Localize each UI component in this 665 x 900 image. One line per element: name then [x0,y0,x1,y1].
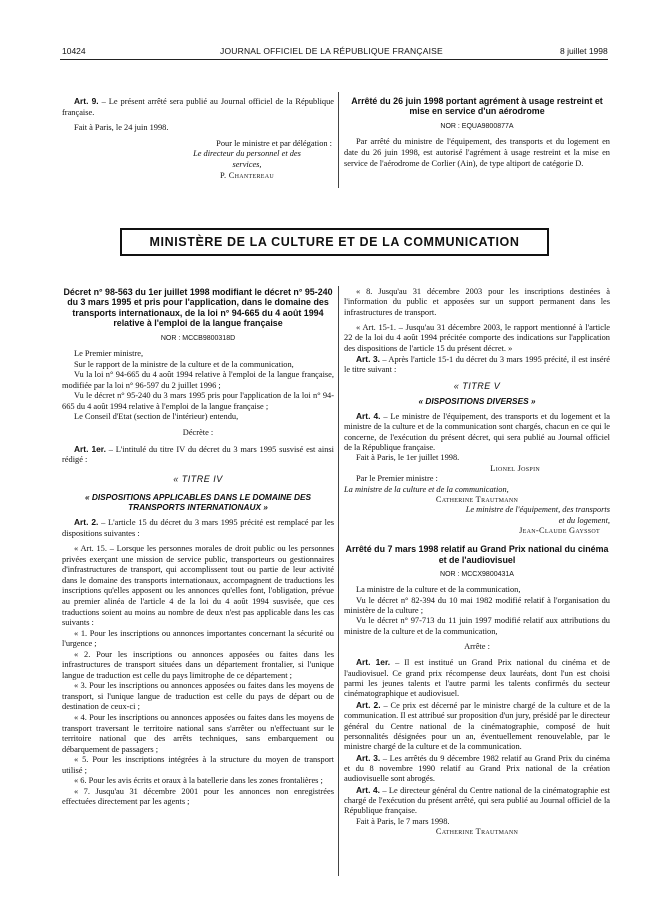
top-column-rule [338,92,339,188]
par-premier-ministre: Par le Premier ministre : [356,474,438,484]
arrete-grand-prix-nor: NOR : MCCX9800431A [440,571,514,579]
decree-nor: NOR : MCCB9800318D [160,334,236,342]
list-item-4: « 4. Pour les inscriptions ou annonces apposées ou faites dans les moyens de transport traversant le territoire national sans s'arrêter ou n'effectuant sur le territoire national que des arrêts techniques, sans embarquement ou débarquement de passagers ; [62,713,334,754]
header-rule [60,59,608,60]
signature: P. Chantereau [219,170,275,180]
conseil-etat: Le Conseil d'Etat (section de l'intérieur) entendu, [74,412,239,422]
list-item-7: « 7. Jusqu'au 31 décembre 2001 pour les annonces non enregistrées effectuées directement par les agents ; [62,786,334,807]
arrete-aerodrome-body: Par arrêté du ministre de l'équipement, des transports et du logement en date du 26 juin 1998, est autorisé l'agrément à usage restreint et la mise en service de l'aérodrome de Corlier (Ain), de type altiport de catégorie D. [344,137,610,168]
decree-article-4: Art. 4. – Le ministre de l'équipement, des transports et du logement et la ministre de la culture et de la communication sont chargés, chacun en ce qui le concerne, de l'exécution du présent décret, qui sera publié au Journal officiel de la République française. [344,411,610,453]
decrete: Décrète : [182,428,214,437]
titre-iv: « TITRE IV [173,473,223,484]
signature-jospin: Lionel Jospin [490,463,540,473]
top-left-block [62,96,334,181]
arrete-article-2: Art. 2. – Ce prix est décerné par le ministre chargé de la culture et de la communication. Il est attribué sur proposition d'un jury, présidé par le directeur général du Centre national de la cinématographie, composé de huit personnalités désignées pour un an, éventuellement renouvelable, par le ministre chargé de la culture et de la communication. [344,699,610,752]
decree-article-1: Art. 1er. – L'intitulé du titre IV du décret du 3 mars 1995 susvisé est ainsi rédigé : [62,443,334,465]
ministry-heading: MINISTÈRE DE LA CULTURE ET DE LA COMMUNICATION [120,228,549,256]
signature-trautmann: Catherine Trautmann [435,494,519,504]
arrete-fait: Fait à Paris, le 7 mars 1998. [356,816,450,826]
delegation-line: Pour le ministre et par délégation : [216,138,332,148]
decree-left-column [62,287,334,808]
list-item-3: « 3. Pour les inscriptions ou annonces apposées ou faites dans les moyens de transport, si l'unique langue de traduction est celle du pays de départ ou de destination de ceux-ci ; [62,681,334,712]
nor-code: NOR : EQUA9800877A [440,122,514,130]
main-column-rule [338,286,339,876]
arrete-article-3: Art. 3. – Les arrêtés du 9 décembre 1982 relatif au Grand Prix du cinéma et du 8 novembre 1990 relatif au Grand Prix national de la création audiovisuelle sont abrogés. [344,752,610,784]
decree-title: Décret n° 98-563 du 1er juillet 1998 modifiant le décret n° 95-240 du 3 mars 1995 et pris pour l'application, dans le domaine des transports internationaux, de la loi n° 94-665 du 4 août 1994 relative à l'emploi de la langue française [63,287,333,329]
arrete-article-4: Art. 4. – Le directeur général du Centre national de la cinématographie est chargé de l'exécution du présent arrêté, qui sera publié au Journal officiel de la République française. [344,784,610,816]
list-item-1: « 1. Pour les inscriptions ou annonces importantes concernant la sécurité ou l'urgence ; [62,628,334,649]
ministre-culture-title: La ministre de la culture et de la communication, [344,484,509,494]
decree-article-3: Art. 3. – Après l'article 15-1 du décret du 3 mars 1995 précité, il est inséré le titre suivant : [344,354,610,375]
titre-v-heading: « DISPOSITIONS DIVERSES » [418,396,536,407]
visa-rapport: Sur le rapport de la ministre de la culture et de la communication, [74,359,294,369]
visa-loi: Vu la loi n° 94-665 du 4 août 1994 relative à l'emploi de la langue française, modifiée par la loi n° 96-597 du 2 juillet 1996 ; [62,370,334,390]
journal-title: JOURNAL OFFICIEL DE LA RÉPUBLIQUE FRANÇAISE [220,46,443,56]
arrete-visa-1: Vu le décret n° 82-394 du 10 mai 1982 modifié relatif à l'organisation du ministère de la culture ; [344,595,610,616]
arrete-signature: Catherine Trautmann [435,826,519,836]
article-15: « Art. 15. – Lorsque les personnes morales de droit public ou les personnes privées exerçant une mission de service public, transporteurs ou gestionnaires d'infrastructures de transport, qui accomplissent tout ou partie de leur activité dans le domaine des transports internationaux, accompagnent de traductions les inscriptions qu'elles apposent ou les annonces qu'elles font, l'obligation, prévue au premier alinéa de l'article 4 de la loi du 4 août 1994 susvisée, que ces traductions soient au moins au nombre de deux n'est pas applicable dans les cas suivants : [62,544,334,628]
arrete-grand-prix-title: Arrêté du 7 mars 1998 relatif au Grand Prix national du cinéma et de l'audiovisuel [345,544,609,565]
article-15-1: « Art. 15-1. – Jusqu'au 31 décembre 2003, le rapport mentionné à l'article 22 de la loi du 4 août 1994 précitée comporte des indications sur l'application des dispositions de l'article 15 du présent décret. » [344,323,610,353]
list-item-6: « 6. Pour les avis écrits et oraux à la batellerie dans les zones frontalières ; [74,776,323,786]
signature-gayssot: Jean-Claude Gayssot [519,525,600,535]
visa-decret: Vu le décret n° 95-240 du 3 mars 1995 pris pour l'application de la loi n° 94-665 du 4 août 1994 relative à l'emploi de la langue française ; [62,391,334,411]
ministre-equipement-title: Le ministre de l'équipement, des transports et du logement, [465,505,610,525]
arrete-visa-2: Vu le décret n° 97-713 du 11 juin 1997 modifié relatif aux attributions du ministre de la culture et de la communication, [344,616,610,636]
article-9: Art. 9. – Le présent arrêté sera publié au Journal officiel de la République française. [62,96,334,117]
list-item-2: « 2. Pour les inscriptions ou annonces apposées ou faites dans les infrastructures de transport situées dans un département frontalier, si l'unique langue de traduction est celle du pays limitrophe de ce département ; [62,649,334,680]
top-right-block [344,96,610,169]
issue-date: 8 juillet 1998 [560,46,608,56]
fait-date: Fait à Paris, le 24 juin 1998. [74,123,169,133]
arrete-ministre: La ministre de la culture et de la communication, [356,585,521,595]
premier-ministre: Le Premier ministre, [74,349,144,359]
titre-v: « TITRE V [453,380,501,391]
arrete-article-1: Art. 1er. – Il est institué un Grand Prix national du cinéma et de l'audiovisuel. Ce grand prix récompense deux lauréats, dont l'un est choisi parmi les jeunes talents et l'autre parmi les talents confirmés du secteur cinématographique et audiovisuel. [344,657,610,699]
page-number: 10424 [62,46,86,56]
directeur-title: Le directeur du personnel et des services, [193,149,301,169]
list-item-5: « 5. Pour les inscriptions intégrées à la structure du moyen de transport utilisé ; [62,755,334,775]
titre-iv-heading: « DISPOSITIONS APPLICABLES DANS LE DOMAINE DES TRANSPORTS INTERNATIONAUX » [84,492,312,513]
arrete-word: Arrête : [464,642,490,652]
decree-right-column [344,287,610,837]
decree-article-2: Art. 2. – L'article 15 du décret du 3 mars 1995 précité est remplacé par les dispositions suivantes : [62,517,334,538]
list-item-8: « 8. Jusqu'au 31 décembre 2003 pour les inscriptions destinées à l'information du public et apposées sur un support permanent dans les infrastructures de transport. [344,287,610,317]
arrete-aerodrome-title: Arrêté du 26 juin 1998 portant agrément à usage restreint et mise en service d'un aérodrome [351,96,603,117]
decree-fait: Fait à Paris, le 1er juillet 1998. [356,453,460,463]
